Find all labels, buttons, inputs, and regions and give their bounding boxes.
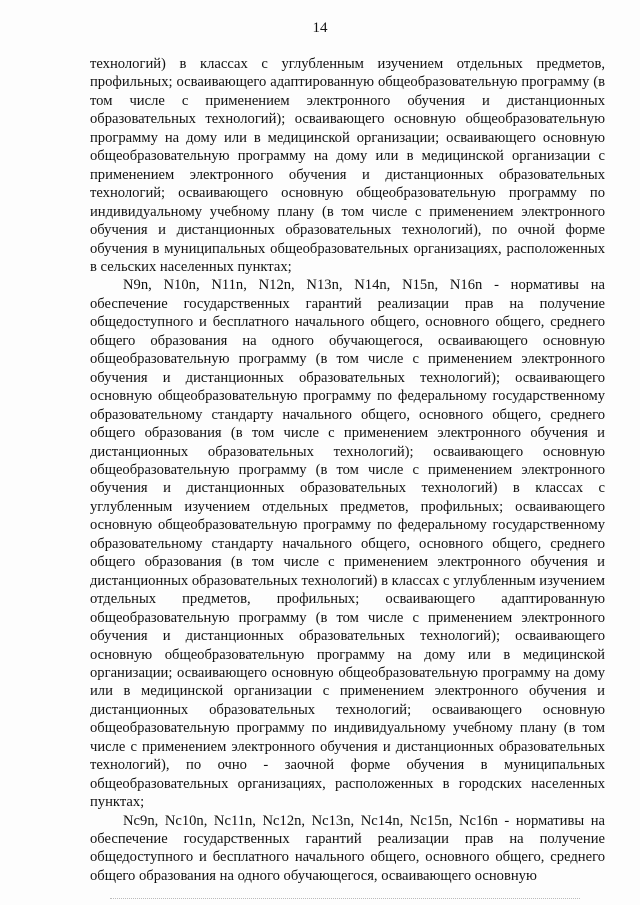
- scan-edge-line: [110, 898, 580, 899]
- paragraph-continuation: технологий) в классах с углубленным изучением отдельных предметов, профильных; осваивающего адаптированную общеобразовательную программу (в том числе с применением электронного обучения и дистанционных образовательных технологий); осваивающего основную общеобразовательную программу на дому или в медицинской организации; осваивающего основную общеобразовательную программу на дому или в медицинской организации с применением электронного обучения и дистанционных образовательных технологий; осваивающего основную общеобразовательную программу по индивидуальному учебному плану (в том числе с применением электронного обучения и дистанционных образовательных технологий), по очной форме обучения в муниципальных общеобразовательных организациях, расположенных в сельских населенных пунктах;: [90, 56, 605, 275]
- body-text: [90, 55, 605, 885]
- paragraph-nc-normatives: Nc9n, Nc10n, Nc11n, Nc12n, Nc13n, Nc14n, Nc15n, Nc16n - нормативы на обеспечение государственных гарантий реализации прав на получение общедоступного и бесплатного начального общего, основного общего, среднего общего образования на одного обучающегося, осваивающего основную: [90, 812, 605, 884]
- paragraph-n-normatives: N9n, N10n, N11n, N12n, N13n, N14n, N15n, N16n - нормативы на обеспечение государственных гарантий реализации прав на получение общедоступного и бесплатного начального общего, основного общего, среднего общего образования на одного обучающегося, осваивающего основную общеобразовательную программу (в том числе с применением электронного обучения и дистанционных образовательных технологий); осваивающего основную общеобразовательную программу по федеральному государственному образовательному стандарту начального общего, основного общего, среднего общего образования (в том числе с применением электронного обучения и дистанционных образовательных технологий); осваивающего основную общеобразовательную программу (в том числе с применением электронного обучения и дистанционных образовательных технологий) в классах с углубленным изучением отдельных предметов, профильных; осваивающего основную общеобразовательную программу по федеральному государственному образовательному стандарту начального общего, основного общего, среднего общего образования (в том числе с применением электронного обучения и дистанционных образовательных технологий) в классах с углубленным изучением отдельных предметов, профильных; осваивающего адаптированную общеобразовательную программу (в том числе с применением электронного обучения и дистанционных образовательных технологий); осваивающего основную общеобразовательную программу на дому или в медицинской организации; осваивающего основную общеобразовательную программу на дому или в медицинской организации с применением электронного обучения и дистанционных образовательных технологий; осваивающего основную общеобразовательную программу по индивидуальному учебному плану (в том числе с применением электронного обучения и дистанционных образовательных технологий), по очно - заочной форме обучения в муниципальных общеобразовательных организациях, расположенных в городских населенных пунктах;: [90, 277, 605, 811]
- page-number: 14: [312, 20, 328, 36]
